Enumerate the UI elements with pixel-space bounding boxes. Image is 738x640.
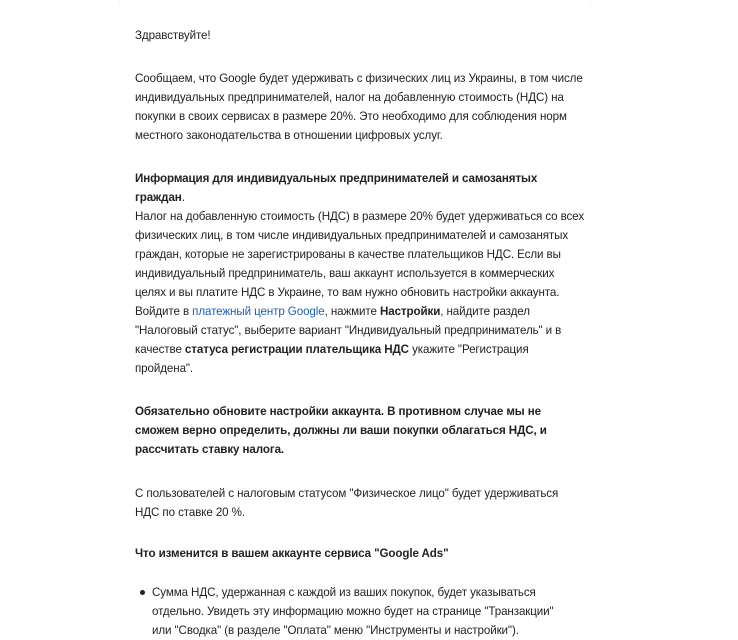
info-heading-tail: . [181, 191, 185, 204]
settings-bold: Настройки [379, 305, 441, 318]
info-paragraph [135, 169, 585, 378]
info-text-1: Налог на добавленную стоимость (НДС) в размере 20% будет удерживаться со всех физических лиц, в том числе индивидуальных предпринимателей и самозанятых граждан, которые не зарегистрированы в качестве плательщиков НДС. Если вы индивидуальный предприниматель, ваш аккаунт используется в коммерческих целях и вы платите НДС в Украине, то вам нужно обновить настройки аккаунта. Войдите в [135, 210, 585, 318]
payment-center-link[interactable]: платежный центр Google [192, 305, 325, 318]
vat-status-bold: статуса регистрации плательщика НДС [184, 343, 409, 356]
info-text-4: укажите "Регистрация пройдена". [135, 343, 529, 375]
bullet-dot-icon [140, 590, 145, 595]
changes-list [135, 583, 585, 640]
list-item-text: Сумма НДС, удержанная с каждой из ваших покупок, будет указываться отдельно. Увидеть эту информацию можно будет на странице "Транзакции" или "Сводка" (в разделе "Оплата" меню "Инструменты и настройки"). [152, 586, 554, 637]
info-text-3: , найдите раздел "Налоговый статус", выберите вариант "Индивидуальный предприниматель" и в качестве [135, 305, 562, 356]
intro-paragraph: Сообщаем, что Google будет удерживать с физических лиц из Украины, в том числе индивидуальных предпринимателей, налог на добавленную стоимость (НДС) на покупки в своих сервисах в размере 20%. Это необходимо для соблюдения норм местного законодательства в отношении цифровых услуг. [135, 72, 583, 142]
changes-heading: Что изменится в вашем аккаунте сервиса "Google Ads" [135, 547, 449, 560]
email-body [135, 26, 585, 640]
changes-heading-paragraph [135, 544, 585, 563]
info-text-2: , нажмите [324, 305, 380, 318]
individuals-paragraph: С пользователей с налоговым статусом "Физическое лицо" будет удерживаться НДС по ставке 20 %. [135, 487, 559, 519]
info-heading: Информация для индивидуальных предпринимателей и самозанятых граждан [135, 172, 538, 204]
warning-paragraph [135, 402, 585, 459]
warning-text: Обязательно обновите настройки аккаунта. В противном случае мы не сможем верно определить, должны ли ваши покупки облагаться НДС, и рассчитать ставку налога. [135, 405, 547, 456]
greeting: Здравствуйте! [135, 29, 211, 42]
list-item [152, 583, 572, 640]
